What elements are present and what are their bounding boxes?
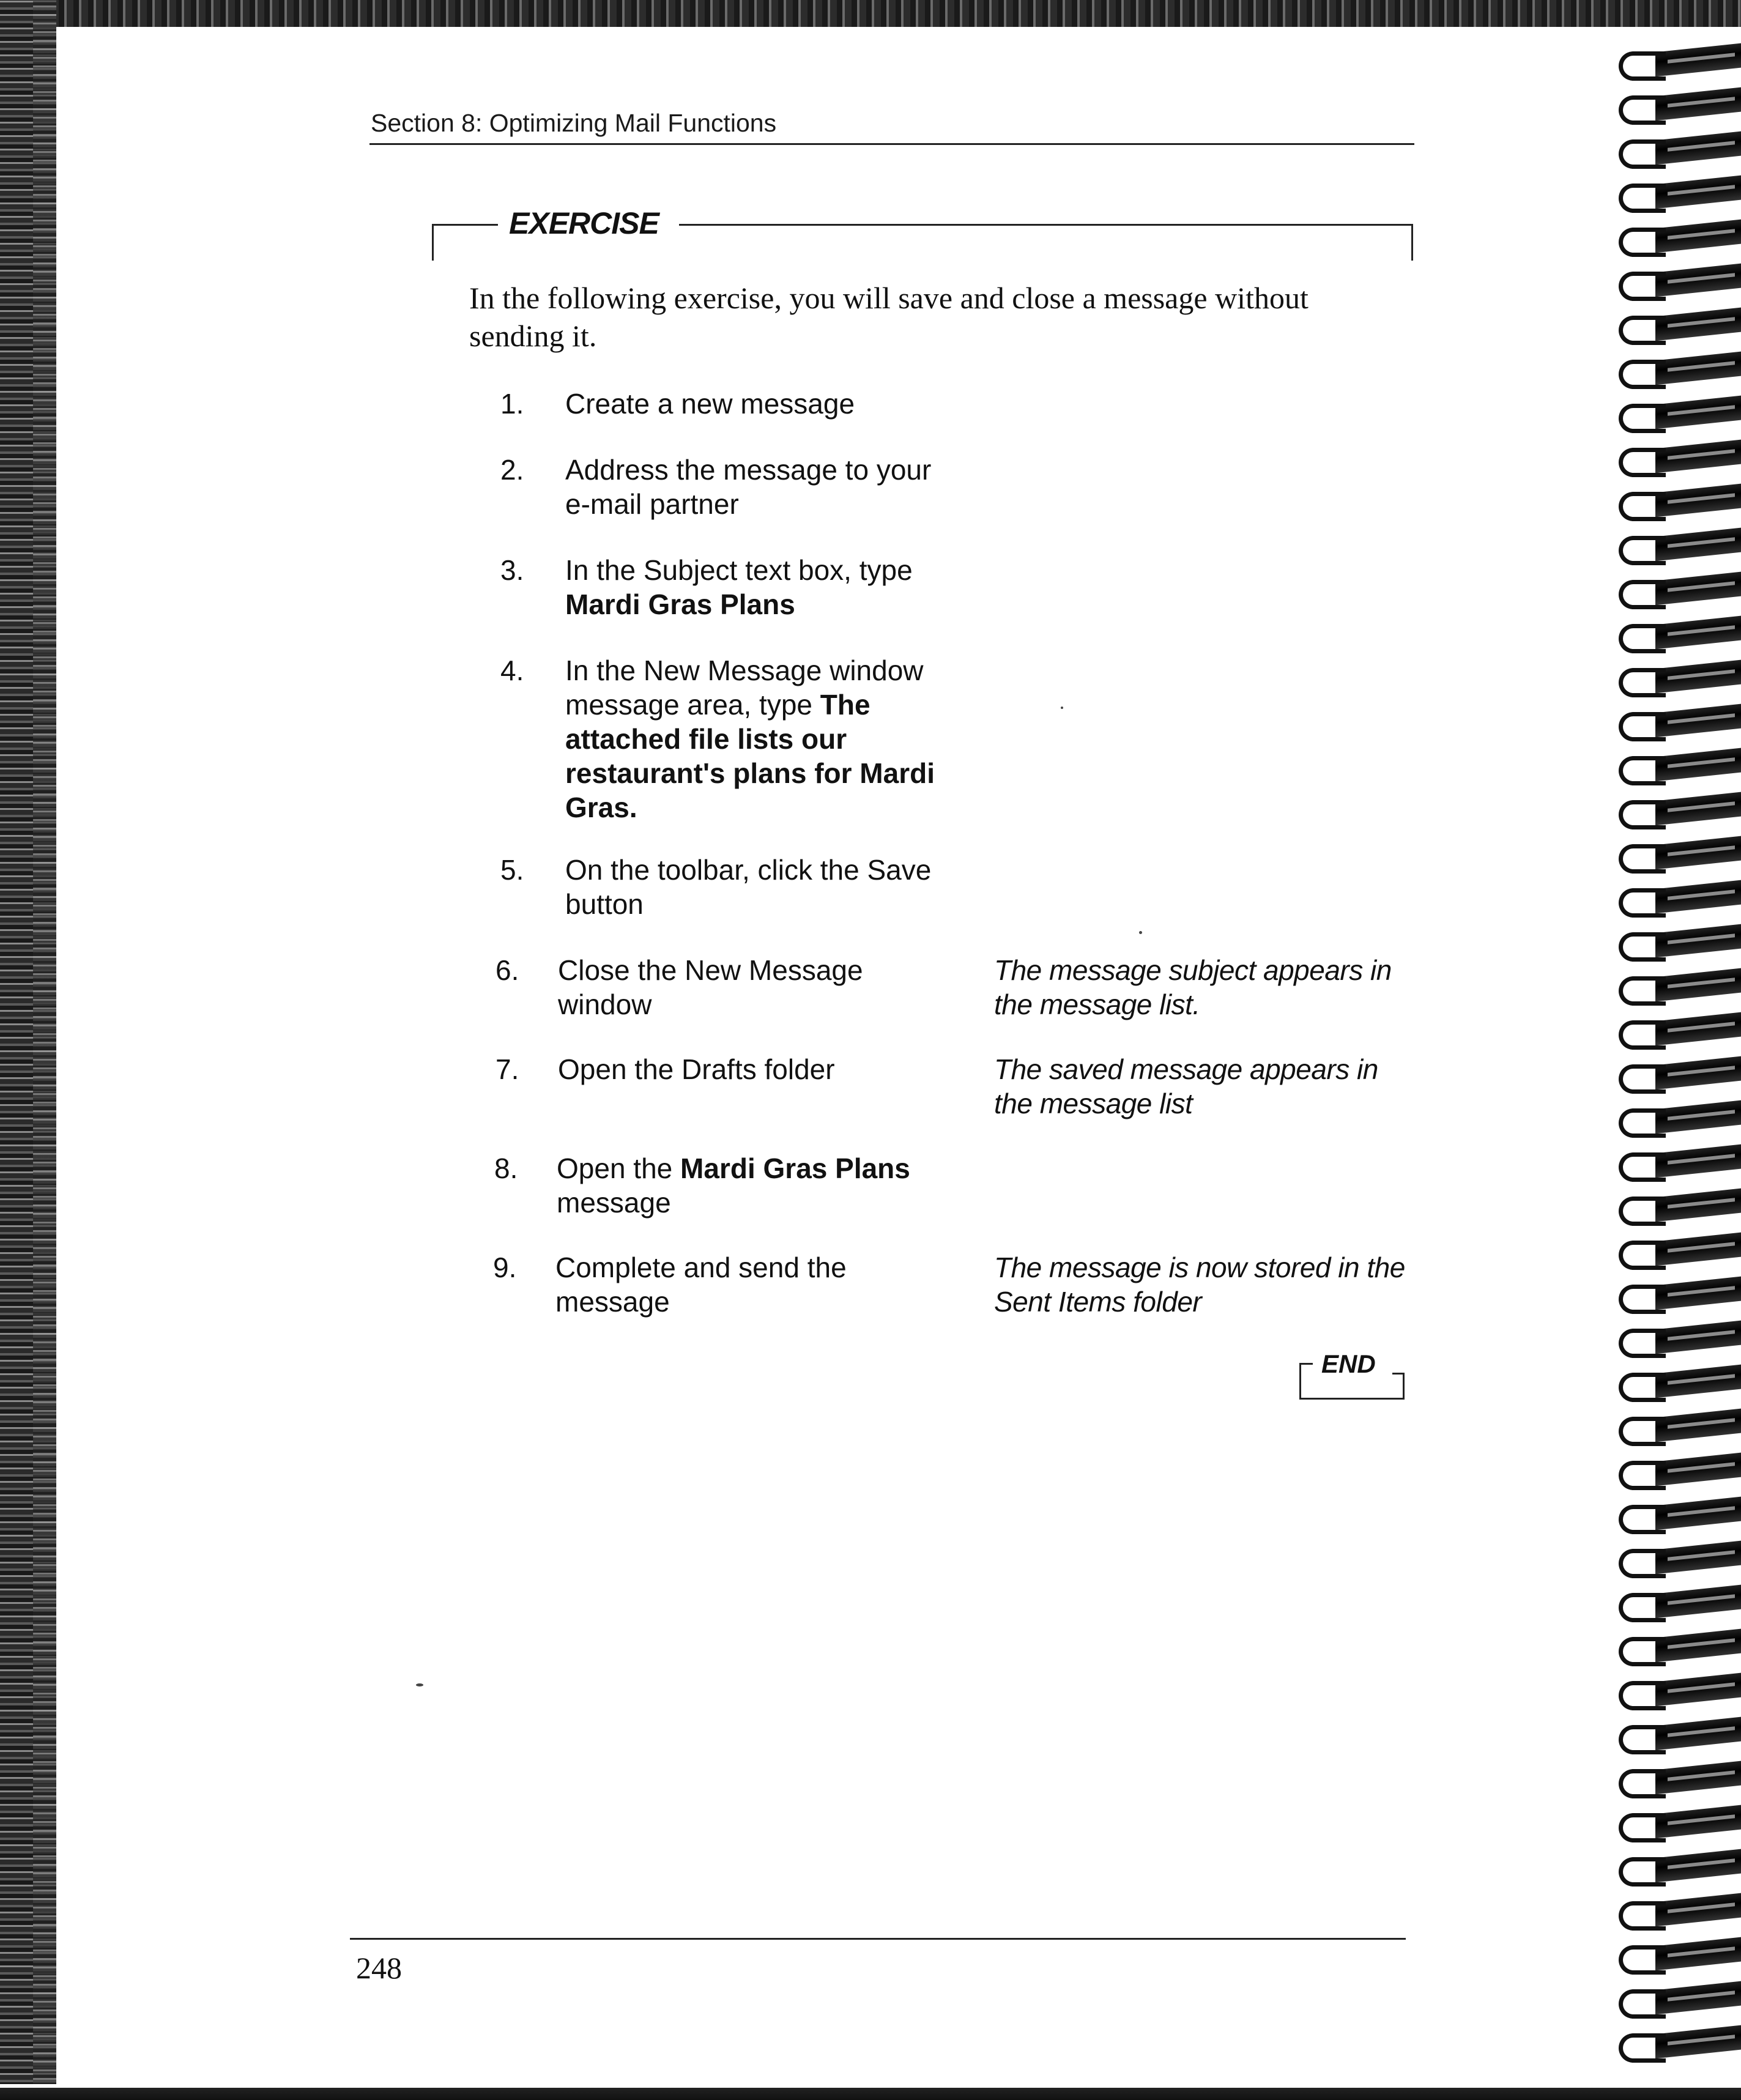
header-rule [369, 143, 1414, 145]
exercise-box-left-tick [432, 224, 434, 261]
scan-top-edge [0, 0, 1741, 27]
exercise-intro: In the following exercise, you will save and close a message without sending it. [469, 281, 1309, 353]
section-header: Section 8: Optimizing Mail Functions [371, 109, 777, 137]
step-text-plain: In the Subject text box, type [565, 554, 913, 586]
step-6-note: The message subject appears in the message list. [994, 954, 1392, 1020]
binding-coil [1613, 527, 1741, 565]
binding-coil [1613, 1144, 1741, 1182]
binding-coil [1613, 792, 1741, 829]
binding-coil [1613, 219, 1741, 257]
step-text: Address the message to your e-mail partner [565, 454, 932, 520]
step-text: On the toolbar, click the Save button [565, 854, 932, 920]
step-number: 8. [494, 1152, 518, 1184]
binding-coil [1613, 703, 1741, 741]
binding-coil [1613, 1408, 1741, 1446]
exercise-box-right-tick [1411, 224, 1413, 261]
binding-coil [1613, 307, 1741, 345]
binding-coil [1613, 1188, 1741, 1226]
binding-coil [1613, 1496, 1741, 1534]
step-7-note: The saved message appears in the message list [994, 1053, 1378, 1119]
binding-coil [1613, 1056, 1741, 1094]
binding-coil [1613, 924, 1741, 962]
binding-coil [1613, 1452, 1741, 1490]
step-text: Create a new message [565, 388, 855, 420]
step-text-plain: Open the [557, 1152, 673, 1184]
step-text [565, 653, 957, 825]
binding-coil [1613, 1981, 1741, 2019]
binding-coil [1613, 175, 1741, 213]
step-text: Close the New Message window [558, 954, 863, 1020]
binding-coil [1613, 968, 1741, 1006]
binding-coil [1613, 1893, 1741, 1931]
step-9-note: The message is now stored in the Sent Items folder [994, 1252, 1405, 1318]
binding-coil [1613, 1937, 1741, 1975]
exercise-box-top-left [432, 224, 498, 226]
end-marker [1299, 1349, 1405, 1400]
binding-coil [1613, 571, 1741, 609]
scan-speck [1061, 707, 1063, 709]
binding-coil [1613, 351, 1741, 389]
binding-coil [1613, 483, 1741, 521]
binding-coil [1613, 748, 1741, 785]
binding-coil [1613, 2025, 1741, 2063]
step-text-bold: Mardi Gras Plans [680, 1152, 910, 1184]
step-number: 6. [496, 954, 519, 986]
binding-coil [1613, 1849, 1741, 1887]
binding-coil [1613, 1276, 1741, 1314]
step-text [565, 553, 957, 621]
binding-coil [1613, 1012, 1741, 1050]
binding-coil [1613, 659, 1741, 697]
binding-coil [1613, 1540, 1741, 1578]
binding-coil [1613, 880, 1741, 918]
binding-coil [1613, 1100, 1741, 1138]
binding-coil [1613, 1628, 1741, 1666]
binding-coil [1613, 836, 1741, 874]
binding-coil [1613, 395, 1741, 433]
binding-coil [1613, 1716, 1741, 1754]
exercise-title: EXERCISE [509, 206, 659, 240]
step-text [557, 1151, 948, 1220]
binding-coil [1613, 263, 1741, 301]
binding-coil [1613, 1320, 1741, 1358]
binding-coil [1613, 1805, 1741, 1842]
binding-coil [1613, 1761, 1741, 1798]
binding-coil [1613, 615, 1741, 653]
scan-left-edge [0, 0, 56, 2100]
step-number: 4. [500, 655, 524, 686]
binding-coil [1613, 43, 1741, 81]
page-corner [56, 27, 81, 51]
binding-coil [1613, 439, 1741, 477]
end-label: END [1321, 1349, 1376, 1378]
binding-coil [1613, 131, 1741, 169]
step-text-bold: The attached file lists our restaurant's plans for Mardi Gras. [565, 689, 935, 823]
step-number: 5. [500, 854, 524, 886]
spiral-binding [1613, 43, 1741, 2080]
scan-speck [416, 1683, 423, 1686]
page-number: 248 [356, 1951, 402, 1985]
step-text: Complete and send the message [555, 1252, 847, 1318]
step-number: 7. [496, 1053, 519, 1085]
step-number: 2. [500, 454, 524, 486]
scan-speck [1139, 931, 1142, 934]
footer-rule [350, 1938, 1406, 1940]
step-number: 1. [500, 388, 524, 420]
binding-coil [1613, 1232, 1741, 1270]
binding-coil [1613, 87, 1741, 125]
step-text-plain: In the New Message window message area, type [565, 655, 924, 721]
step-text: Open the Drafts folder [558, 1053, 835, 1085]
exercise-box-top-right [679, 224, 1413, 226]
step-text-after: message [557, 1187, 671, 1219]
binding-coil [1613, 1364, 1741, 1402]
step-number: 3. [500, 554, 524, 586]
binding-coil [1613, 1584, 1741, 1622]
step-number: 9. [493, 1252, 517, 1283]
binding-coil [1613, 1672, 1741, 1710]
scan-bottom-edge [0, 2084, 1741, 2100]
step-text-bold: Mardi Gras Plans [565, 588, 795, 620]
